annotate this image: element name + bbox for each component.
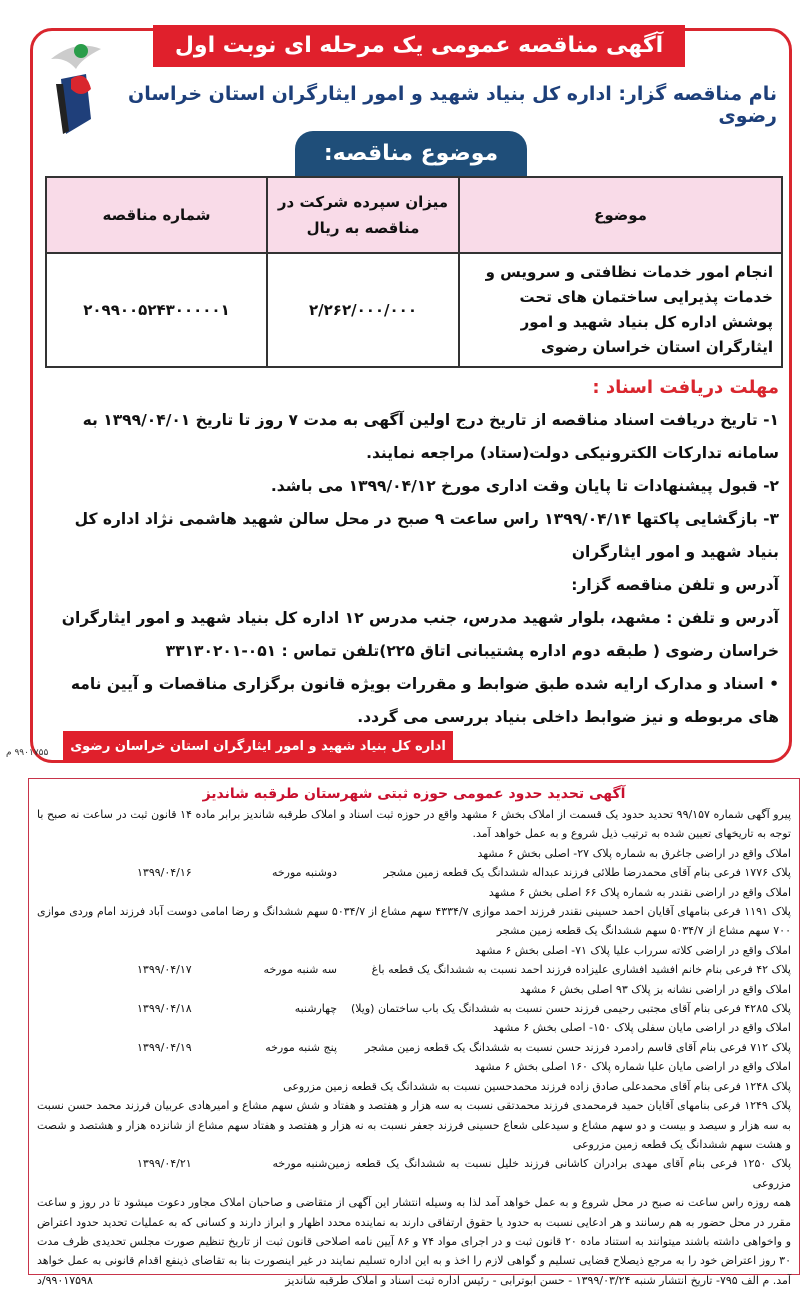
- property-text: پلاک ۱۲۴۹ فرعی بنامهای آقایان حمید فرمحمدی فرزند محمدتقی نسبت به سه هزار و هفتصد و هفتاد و شش سهم مشاع و امیرهادی عربیان فرزند محمد حسن نسبت به سه هزار و سیصد و بیست و دو سهم مشاع و سیدعلی شعاع حسینی فرزند جعفر نسبت به نه هزار و هفتصد و هفتاد سهم مشاع از شانزده هزار و هشتصد و شصت و هشت سهم ششدانگ یک قطعه زمین مزروعی: [37, 1099, 791, 1151]
- property-text: املاک واقع در اراضی مایان علیا شماره پلاک ۱۶۰ اصلی بخش ۶ مشهد: [474, 1060, 791, 1074]
- session-date-value: ۱۳۹۹/۰۴/۲۱: [137, 1157, 192, 1171]
- property-text: پلاک ۱۱۹۱ فرعی بنامهای آقایان احمد حسینی نقندر فرزند احمد موازی ۴۳۳۴/۷ سهم مشاع از ۵۰۳۴/۷ سهم ششدانگ و رضا امامی دوست آباد فرزند امام وردی موازی ۷۰۰ سهم مشاع از ۵۰۳۴/۷ سهم ششدانگ یک قطعه زمین مشجر: [37, 905, 791, 938]
- session-day: چهارشنبه: [294, 1002, 337, 1016]
- ad-code: ۹۹۰۱۷۵۵ م: [6, 748, 49, 758]
- closing-body: همه روزه راس ساعت نه صبح در محل شروع و به عمل خواهد آمد لذا به وسیله انتشار این آگهی از متقاضی و صاحبان املاک مجاور دعوت میشود تا در روز و ساعت مقرر در محل حضور به هم رسانند و هر ادعایی نسبت به حدود یا حقوق ارتفاقی دارند به نماینده محدد اظهار و ابراز دارند و کسانی که به عملیات تحدید حدود اعتراض و واخواهی داشته باشند میتوانند به استناد ماده ۲۰ قانون ثبت و در اجرای مواد ۷۴ و ۸۶ آیین نامه اصلاحی قانون ثبت از تاریخ تنظیم صورت مجلس تحدیدی ظرف مدت ۳۰ روز اعتراض خود را به مرجع ذیصلاح قضایی تسلیم و گواهی لازم را اخذ و به این اداره تسلیم نمایند در غیر اینصورت بنا به تقاضای ذینفع اقدام قانونی به عمل خواهد آمد. م الف ۷۹۵- تاریخ انتشار شنبه ۱۳۹۹/۰۳/۲۴ - حسن ابوترابی - رئیس اداره ثبت اسناد و املاک طرقبه شاندیز: [37, 1196, 792, 1287]
- organizer-name: نام مناقصه گزار: اداره کل بنیاد شهید و امور ایثارگران استان خراسان رضوی: [127, 83, 777, 127]
- list-item: [37, 960, 791, 979]
- table-row: [46, 253, 782, 367]
- property-text: پلاک ۴۲ فرعی بنام خانم افشید افشاری علیزاده فرزند احمد نسبت به ششدانگ یک قطعه باغ: [371, 963, 791, 977]
- property-text: املاک واقع در اراضی نشانه بز پلاک ۹۳ اصلی بخش ۶ مشهد: [520, 982, 791, 996]
- list-item: [37, 1018, 791, 1037]
- header-subject: موضوع: [459, 177, 782, 253]
- property-text: املاک واقع در اراضی جاغرق به شماره پلاک ۲۷- اصلی بخش ۶ مشهد: [477, 846, 791, 860]
- closing-text: [37, 1193, 791, 1290]
- session-date: [37, 863, 337, 882]
- item-3: ۳- بازگشایی پاکتها ۱۳۹۹/۰۴/۱۴ راس ساعت ۹ صبح در محل سالن شهید هاشمی نژاد اداره کل بنیاد شهید و امور ایثارگران: [74, 510, 779, 561]
- footer-banner: اداره کل بنیاد شهید و امور ایثارگران استان خراسان رضوی: [63, 731, 453, 763]
- property-text: املاک واقع در اراضی کلاته سرراب علیا پلاک ۷۱- اصلی بخش ۶ مشهد: [475, 943, 791, 957]
- ad-banner-title: آگهی مناقصه عمومی یک مرحله ای نوبت اول: [153, 25, 685, 67]
- property-text: پلاک ۱۷۷۶ فرعی بنام آقای محمدرضا طلائی فرزند عبداله ششدانگ یک قطعه زمین مشجر: [383, 866, 791, 880]
- cell-deposit: ۲/۲۶۲/۰۰۰/۰۰۰: [267, 253, 459, 367]
- property-text: املاک واقع در اراضی مایان سفلی پلاک ۱۵۰- اصلی بخش ۶ مشهد: [493, 1021, 791, 1035]
- list-item: [37, 1077, 791, 1096]
- list-item: [37, 844, 791, 863]
- list-item: [37, 902, 791, 941]
- property-text: پلاک ۱۲۵۰ فرعی بنام آقای مهدی برادران کاشانی فرزند خلیل نسبت به ششدانگ یک قطعه زمین مزروعی: [327, 1157, 792, 1190]
- boundary-ad-title: آگهی تحدید حدود عمومی حوزه ثبتی شهرستان طرقبه شاندیز: [202, 786, 626, 802]
- session-day: شنبه مورخه: [272, 1157, 328, 1171]
- deadline-heading: مهلت دریافت اسناد :: [592, 377, 779, 398]
- session-day: پنج شنبه مورخه: [265, 1040, 337, 1054]
- property-text: پلاک ۱۲۴۸ فرعی بنام آقای محمدعلی صادق زاده فرزند محمدحسین نسبت به ششدانگ یک قطعه زمین مزروعی: [283, 1079, 791, 1093]
- list-item: [37, 1096, 791, 1154]
- item-1: ۱- تاریخ دریافت اسناد مناقصه از تاریخ درج اولین آگهی به مدت ۷ روز تا تاریخ ۱۳۹۹/۰۴/۰۱ به سامانه تدارکات الکترونیکی دولت(ستاد) مراجعه نمایند.: [82, 411, 779, 462]
- subject-tab: موضوع مناقصه:: [295, 131, 527, 177]
- property-text: پلاک ۴۲۸۵ فرعی بنام آقای مجتبی رحیمی فرزند حسن نسبت به ششدانگ یک باب ساختمان (ویلا): [350, 1002, 791, 1016]
- list-item: [37, 1057, 791, 1076]
- session-date-value: ۱۳۹۹/۰۴/۱۷: [137, 963, 192, 977]
- intro-text: پیرو آگهی شماره ۹۹/۱۵۷ تحدید حدود یک قسمت از املاک بخش ۶ مشهد واقع در حوزه ثبت اسناد و املاک طرقبه شاندیز برابر ماده ۱۴ قانون ثبت در ساعت نه صبح با توجه به تاریخهای تعیین شده به ترتیب ذیل شروع و به عمل خواهد آمد.: [37, 808, 792, 841]
- tender-ad: [30, 28, 792, 763]
- header-deposit: میزان سپرده شرکت در مناقصه به ریال: [267, 177, 459, 253]
- session-date: [37, 960, 337, 979]
- list-item: [37, 883, 791, 902]
- tender-table: [45, 176, 783, 368]
- session-day: دوشنبه مورخه: [271, 866, 337, 880]
- address-heading: آدرس و تلفن مناقصه گزار:: [571, 576, 779, 594]
- note-text: • اسناد و مدارک ارایه شده طبق ضوابط و مقررات بویژه قانون برگزاری مناقصات و آیین نامه های مربوطه و نیز ضوابط داخلی بنیاد بررسی می گردد.: [70, 675, 779, 726]
- address-text: آدرس و تلفن : مشهد، بلوار شهید مدرس، جنب مدرس ۱۲ اداره کل بنیاد شهید و امور ایثارگران خراسان رضوی ( طبقه دوم اداره پشتیبانی اتاق ۲۲۵)تلفن تماس : ۰۵۱-۳۳۱۳۰۲۰۱: [61, 609, 779, 660]
- ad2-code: ۹۹۰۱۷۵۹۸/د: [37, 1273, 93, 1287]
- ad-body: [39, 371, 779, 734]
- boundary-ad: [28, 778, 800, 1287]
- foundation-logo-icon: [41, 39, 111, 149]
- property-list: [37, 844, 791, 1193]
- cell-tender-number: ۲۰۹۹۰۰۵۲۴۳۰۰۰۰۰۱: [46, 253, 267, 367]
- session-date-value: ۱۳۹۹/۰۴/۱۸: [137, 1002, 192, 1016]
- list-item: [37, 863, 791, 882]
- session-date-value: ۱۳۹۹/۰۴/۱۶: [137, 866, 192, 880]
- item-2: ۲- قبول پیشنهادات تا پایان وقت اداری مورخ ۱۳۹۹/۰۴/۱۲ می باشد.: [270, 477, 779, 495]
- header-tender-number: شماره مناقصه: [46, 177, 267, 253]
- session-date-value: ۱۳۹۹/۰۴/۱۹: [137, 1040, 192, 1054]
- list-item: [37, 980, 791, 999]
- list-item: [37, 1038, 791, 1057]
- property-text: املاک واقع در اراضی نقندر به شماره پلاک ۶۶ اصلی بخش ۶ مشهد: [488, 885, 791, 899]
- property-text: پلاک ۷۱۲ فرعی بنام آقای قاسم رادمرد فرزند حسن نسبت به ششدانگ یک قطعه زمین مشجر: [364, 1040, 791, 1054]
- list-item: [37, 1154, 791, 1193]
- session-date: [37, 1038, 337, 1057]
- session-date: [37, 1154, 327, 1193]
- list-item: [37, 999, 791, 1018]
- session-date: [37, 999, 337, 1018]
- cell-subject: انجام امور خدمات نظافتی و سرویس و خدمات پذیرایی ساختمان های تحت پوشش اداره کل بنیاد شهید و امور ایثارگران استان خراسان رضوی: [459, 253, 782, 367]
- list-item: [37, 941, 791, 960]
- session-day: سه شنبه مورخه: [263, 963, 337, 977]
